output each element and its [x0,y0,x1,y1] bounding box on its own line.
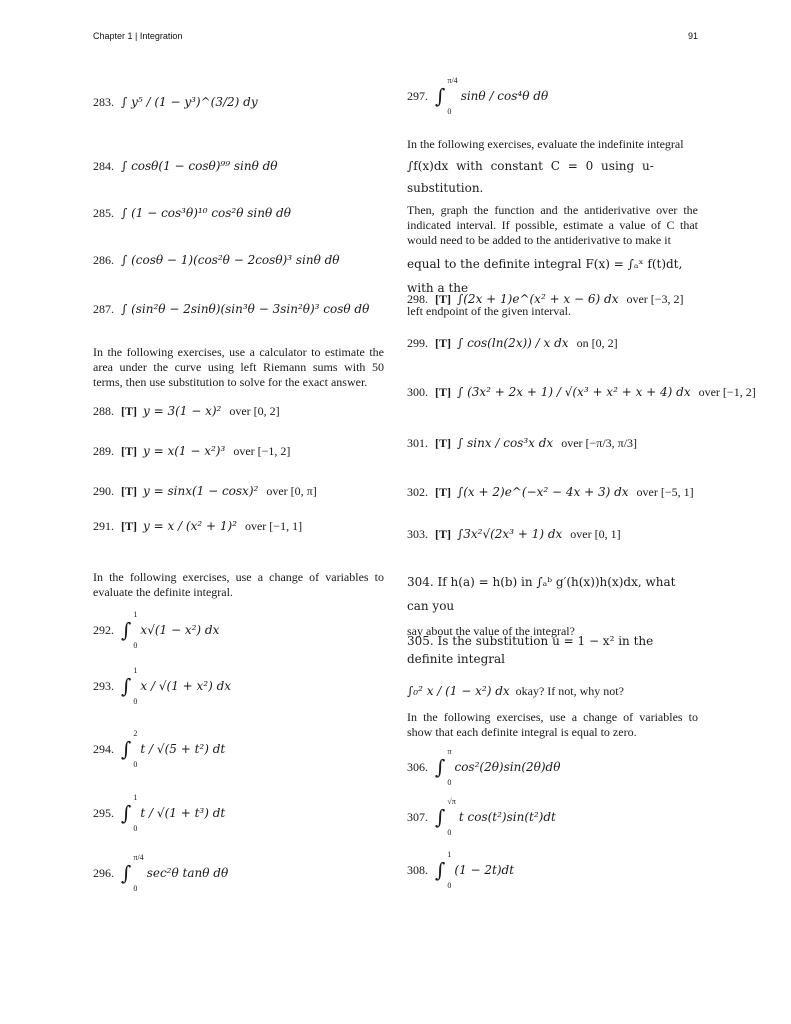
exercise-expression: sec²θ tanθ dθ [146,866,229,880]
exercise-297 [407,76,548,116]
instruction-line: equal to the definite integral F(x) = ∫ₐˣ f(t)dt, with a the [407,257,683,295]
interval-label: over [0, 2] [229,403,280,418]
exercise-expression: t / √(1 + t³) dt [140,806,226,820]
upper-limit: 1 [447,850,452,859]
exercise-expression: ∫₀² x / (1 − x²) dx [407,684,510,698]
lower-limit: 0 [447,107,452,116]
instruction-line: In the following exercises, evaluate the indefinite integral [407,137,684,151]
exercise-number: 294. [93,741,114,756]
exercise-number: 290. [93,483,114,498]
exercise-expression: x / √(1 + x²) dx [140,679,232,693]
exercise-number: 307. [407,809,428,824]
exercise-290 [93,482,317,500]
technology-tag: [T] [435,526,451,541]
exercise-number: 283. [93,94,114,109]
exercise-expression: ∫ cos(ln(2x)) / x dx [457,336,569,350]
exercise-285 [93,201,291,225]
exercise-expression: y = 3(1 − x)² [143,404,222,418]
exercise-303 [407,524,621,544]
exercise-number: 292. [93,622,114,637]
exercise-number: 287. [93,301,114,316]
exercise-308 [407,850,514,890]
exercise-301 [407,431,637,455]
exercise-expression: sinθ / cos⁴θ dθ [460,89,549,103]
exercise-number: 288. [93,403,114,418]
technology-tag: [T] [121,403,137,418]
exercise-expression: t cos(t²)sin(t²)dt [458,810,556,824]
exercise-number: 302. [407,484,428,499]
integral-sign: ∫ [121,674,132,698]
exercise-292 [93,610,219,650]
exercise-text: 304. If h(a) = h(b) in ∫ₐᵇ g′(h(x))h(x)dx, what can you [407,575,676,613]
technology-tag: [T] [435,384,451,399]
exercise-expression: cos²(2θ)sin(2θ)dθ [454,760,561,774]
exercise-expression: ∫ (sin²θ − 2sinθ)(sin³θ − 3sin²θ)³ cosθ dθ [121,302,370,316]
exercise-288 [93,402,280,420]
exercise-number: 285. [93,205,114,220]
upper-limit: √π [447,797,456,806]
exercise-number: 299. [407,335,428,350]
integral-sign: ∫ [121,618,132,642]
interval-label: over [−5, 1] [636,484,694,499]
technology-tag: [T] [121,483,137,498]
exercise-number: 289. [93,443,114,458]
exercise-text: 305. Is the substitution u = 1 − x² in the definite integral [407,634,654,666]
exercise-expression: x√(1 − x²) dx [140,623,220,637]
lower-limit: 0 [133,824,138,833]
exercise-number: 301. [407,435,428,450]
exercise-expression: ∫(x + 2)e^(−x² − 4x + 3) dx [457,485,629,499]
exercise-296 [93,853,228,893]
exercise-299 [407,332,618,354]
exercise-298 [407,289,684,309]
integral-sign: ∫ [435,84,446,108]
technology-tag: [T] [435,335,451,350]
exercise-number: 284. [93,158,114,173]
exercise-306 [407,747,560,787]
page-number: 91 [687,31,698,41]
upper-limit: 2 [133,729,138,738]
technology-tag: [T] [121,443,137,458]
interval-label: over [−π/3, π/3] [561,435,638,450]
exercise-expression: ∫(2x + 1)e^(x² + x − 6) dx [457,292,619,306]
exercise-number: 295. [93,805,114,820]
integral-sign: ∫ [121,801,132,825]
lower-limit: 0 [447,778,452,787]
lower-limit: 0 [133,760,138,769]
exercise-number: 296. [93,865,114,880]
lower-limit: 0 [133,641,138,650]
interval-label: on [0, 2] [576,335,618,350]
exercise-289 [93,442,290,460]
interval-label: over [−1, 2] [698,384,756,399]
integral-sign: ∫ [435,858,446,882]
exercise-number: 306. [407,759,428,774]
interval-label: over [−1, 1] [244,518,303,533]
exercise-expression: ∫ (3x² + 2x + 1) / √(x³ + x² + x + 4) dx [457,385,691,399]
exercise-expression: y = x(1 − x²)³ [143,444,226,458]
integral-sign: ∫ [121,737,132,761]
upper-limit: 1 [133,666,138,675]
exercise-307 [407,797,556,837]
integral-sign: ∫ [435,755,446,779]
exercise-286 [93,248,340,272]
technology-tag: [T] [435,484,451,499]
exercise-291 [93,515,302,537]
lower-limit: 0 [133,697,138,706]
exercise-284 [93,154,278,178]
interval-label: over [0, 1] [570,526,621,541]
exercise-text: say about the value of the integral? [407,624,575,638]
exercise-text: okay? If not, why not? [515,684,624,698]
exercise-294 [93,729,225,769]
integral-sign: ∫ [121,861,132,885]
integral-sign: ∫ [435,805,446,829]
exercise-expression: y = x / (x² + 1)² [143,519,237,533]
exercise-305 [407,632,698,704]
exercise-300 [407,380,756,404]
zero-integral-instructions: In the following exercises, use a change of variables to show that each definite integral is equal to zero. [407,710,698,739]
upper-limit: π/4 [133,853,144,862]
exercise-number: 286. [93,252,114,267]
interval-label: over [−1, 2] [233,443,291,458]
lower-limit: 0 [447,881,452,890]
upper-limit: π [447,747,452,756]
exercise-expression: ∫ cosθ(1 − cosθ)⁹⁹ sinθ dθ [121,159,278,173]
change-of-variables-instructions: In the following exercises, use a change of variables to evaluate the definite integral. [93,570,384,599]
riemann-instructions: In the following exercises, use a calculator to estimate the area under the curve using left Riemann sums with 50 terms, then use substitution to solve for the exact answer. [93,345,384,389]
exercise-number: 303. [407,526,428,541]
exercise-expression: y = sinx(1 − cosx)² [143,484,259,498]
exercise-number: 298. [407,291,428,306]
exercise-expression: ∫ (cosθ − 1)(cos²θ − 2cosθ)³ sinθ dθ [121,253,340,267]
chapter-header: Chapter 1 | Integration [93,31,183,41]
exercise-287 [93,297,369,321]
exercise-number: 297. [407,88,428,103]
exercise-283 [93,82,258,122]
lower-limit: 0 [447,828,452,837]
interval-label: over [0, π] [266,483,317,498]
upper-limit: 1 [133,610,138,619]
technology-tag: [T] [435,435,451,450]
instruction-line: ∫f(x)dx with constant C = 0 using u-substitution. [407,159,654,195]
instruction-line: Then, graph the function and the antiderivative over the indicated interval. If possible, estimate a value of C that would need to be added to the antiderivative to make it [407,203,698,247]
exercise-302 [407,482,694,502]
exercise-number: 291. [93,518,114,533]
exercise-295 [93,793,225,833]
exercise-expression: ∫ y⁵ / (1 − y³)^(3/2) dy [121,95,258,109]
exercise-number: 300. [407,384,428,399]
exercise-expression: t / √(5 + t²) dt [140,742,226,756]
exercise-293 [93,666,231,706]
technology-tag: [T] [435,291,451,306]
interval-label: over [−3, 2] [626,291,684,306]
exercise-304 [407,570,698,639]
exercise-number: 308. [407,862,428,877]
exercise-expression: ∫ sinx / cos³x dx [457,436,554,450]
exercise-expression: ∫3x²√(2x³ + 1) dx [457,527,563,541]
exercise-expression: (1 − 2t)dt [454,863,515,877]
instruction-line: left endpoint of the given interval. [407,304,571,318]
upper-limit: π/4 [447,76,458,85]
exercise-expression: ∫ (1 − cos³θ)¹⁰ cos²θ sinθ dθ [121,206,291,220]
exercise-number: 293. [93,678,114,693]
technology-tag: [T] [121,518,137,533]
upper-limit: 1 [133,793,138,802]
lower-limit: 0 [133,884,138,893]
